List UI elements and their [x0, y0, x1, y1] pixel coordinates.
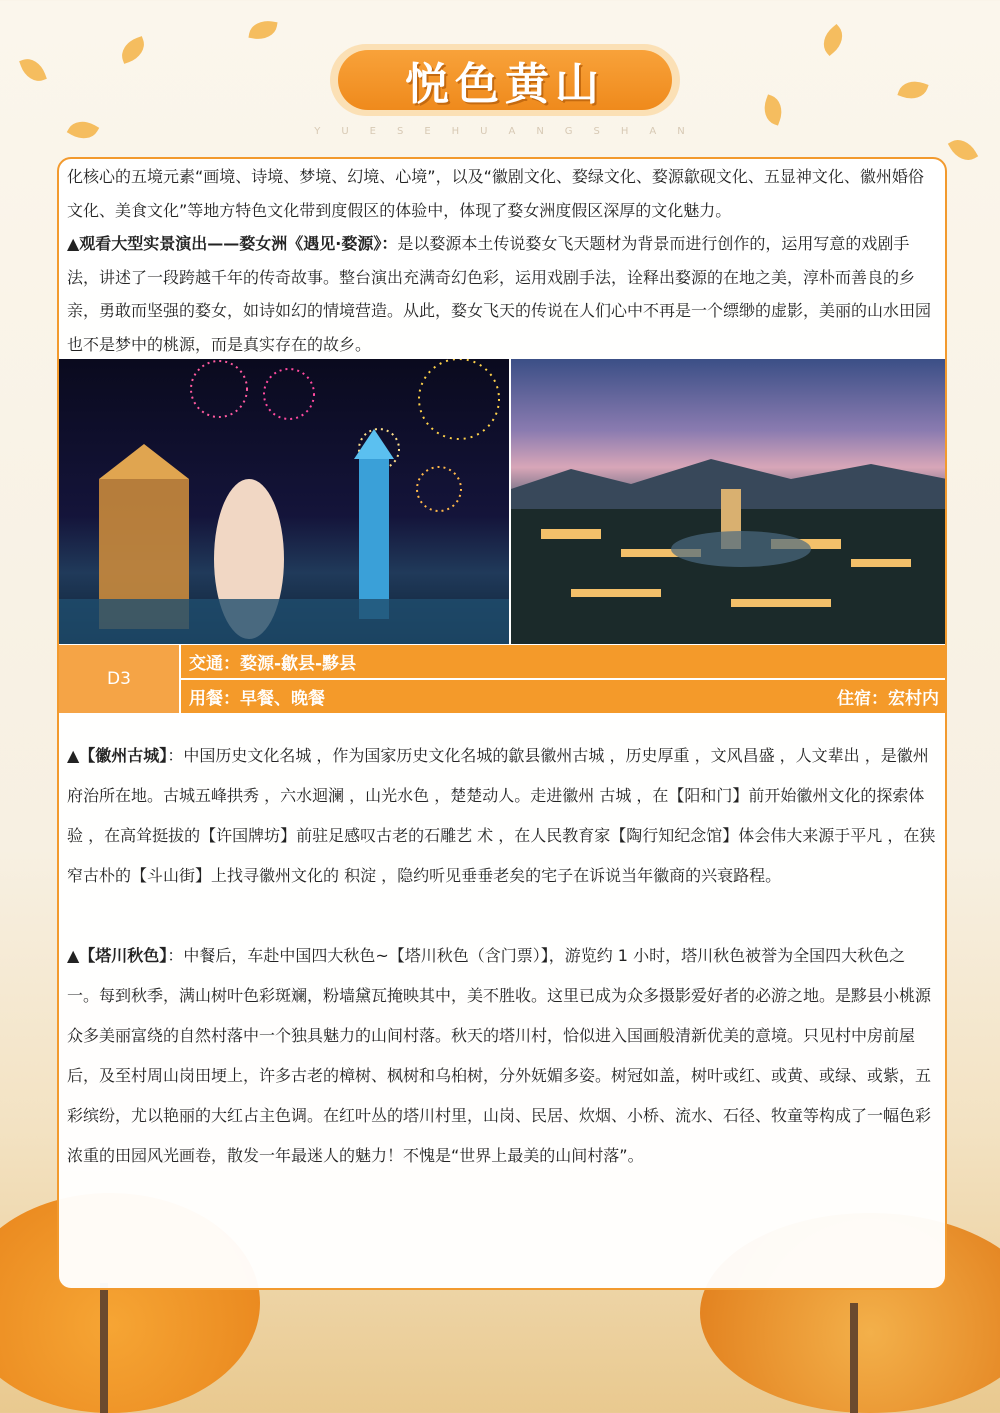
- transport-text: 交通：婺源-歙县-黟县: [189, 654, 357, 674]
- meals-text: 用餐：早餐、晚餐: [189, 689, 325, 709]
- photo-night-show: [59, 359, 509, 644]
- show-heading: ▲观看大型实景演出——婺女洲《遇见·婺源》：: [67, 234, 398, 253]
- ginkgo-leaf-icon: [948, 134, 978, 167]
- pinyin-subtitle: YUESEHUANGSHAN: [314, 126, 706, 137]
- meal-lodging-line: [181, 680, 947, 713]
- night-show-illustration: [59, 359, 509, 644]
- huizhou-paragraph: [67, 736, 937, 896]
- ginkgo-leaf-icon: [117, 36, 148, 64]
- huizhou-heading: ▲【徽州古城】: [67, 746, 168, 765]
- ginkgo-leaf-icon: [759, 94, 787, 125]
- show-text: 是以婺源本土传说婺女飞天题材为背景而进行创作的，运用写意的戏剧手法，讲述了一段跨越千年的传奇故事。整台演出充满奇幻色彩，运用戏剧手法，诠释出婺源的在地之美，淳朴而善良的乡亲，勇敢而坚强的婺女，如诗如幻的情境营造。从此，婺女飞天的传说在人们心中不再是一个缥缈的虚影，美丽的山水田园也不是梦中的桃源，而是真实存在的故乡。: [67, 234, 932, 354]
- huizhou-text: ：中国历史文化名城 ，作为国家历史文化名城的歙县徽州古城 ，历史厚重 ，文风昌盛 ，人文辈出 ，是徽州府治所在地。古城五峰拱秀 ，六水迴澜 ，山光水色 ，楚楚动人。走进徽州 古城 ，在【阳和门】前开始徽州文化的探索体验 ，在高耸挺拔的【许国牌坊】前驻足感叹古老的石雕艺 术 ，在人民教育家【陶行知纪念馆】体会伟大来源于平凡 ，在狭窄古朴的【斗山街】上找寻徽州文化的 积淀 ，隐约听见垂垂老矣的宅子在诉说当年徽商的兴衰路程。: [67, 746, 936, 885]
- tree-trunk: [100, 1283, 108, 1413]
- intro-paragraph: [67, 160, 937, 361]
- ginkgo-leaf-icon: [67, 115, 100, 145]
- content-card: [57, 157, 947, 1290]
- photo-town-dusk: [511, 359, 947, 644]
- ginkgo-leaf-icon: [897, 76, 928, 104]
- ginkgo-leaf-icon: [248, 18, 277, 42]
- ginkgo-leaf-icon: [19, 54, 47, 85]
- transport-line: [181, 645, 947, 678]
- tachuan-heading: ▲【塔川秋色】: [67, 946, 168, 965]
- day-label: D3: [59, 645, 179, 713]
- intro-text: 化核心的五境元素“画境、诗境、梦境、幻境、心境”，以及“徽剧文化、婺绿文化、婺源歙砚文化、五显神文化、徽州婚俗文化、美食文化”等地方特色文化带到度假区的体验中，体现了婺女洲度假区深厚的文化魅力。: [67, 167, 924, 220]
- gate-roof: [99, 444, 189, 479]
- town-dusk-illustration: [511, 359, 947, 644]
- tachuan-paragraph: [67, 936, 937, 1176]
- photo-row: [59, 359, 947, 644]
- lodging-text: 住宿：宏村内: [837, 689, 939, 709]
- water-reflection: [59, 599, 509, 644]
- header-banner: [330, 44, 680, 116]
- page-title: 悦色黄山: [405, 59, 605, 110]
- day-info-row: [59, 645, 947, 713]
- tree-trunk: [850, 1303, 858, 1413]
- tachuan-text: ：中餐后，车赴中国四大秋色~【塔川秋色（含门票）】，游览约 1 小时，塔川秋色被誉为全国四大秋色之一。每到秋季，满山树叶色彩斑斓，粉墙黛瓦掩映其中，美不胜收。这里已成为众多摄影爱好者的必游之地。是黟县小桃源众多美丽富绕的自然村落中一个独具魅力的山间村落。秋天的塔川村，恰似进入国画般清新优美的意境。只见村中房前屋后，及至村周山岗田埂上，许多古老的樟树、枫树和乌桕树，分外妩媚多姿。树冠如盖，树叶或红、或黄、或绿、或紫，五彩缤纷，尤以艳丽的大红占主色调。在红叶丛的塔川村里，山岗、民居、炊烟、小桥、流水、石径、牧童等构成了一幅色彩浓重的田园风光画卷，散发一年最迷人的魅力！不愧是“世界上最美的山间村落”。: [67, 946, 932, 1165]
- ginkgo-leaf-icon: [817, 24, 850, 56]
- town-lake: [671, 531, 811, 567]
- pagoda: [359, 459, 389, 619]
